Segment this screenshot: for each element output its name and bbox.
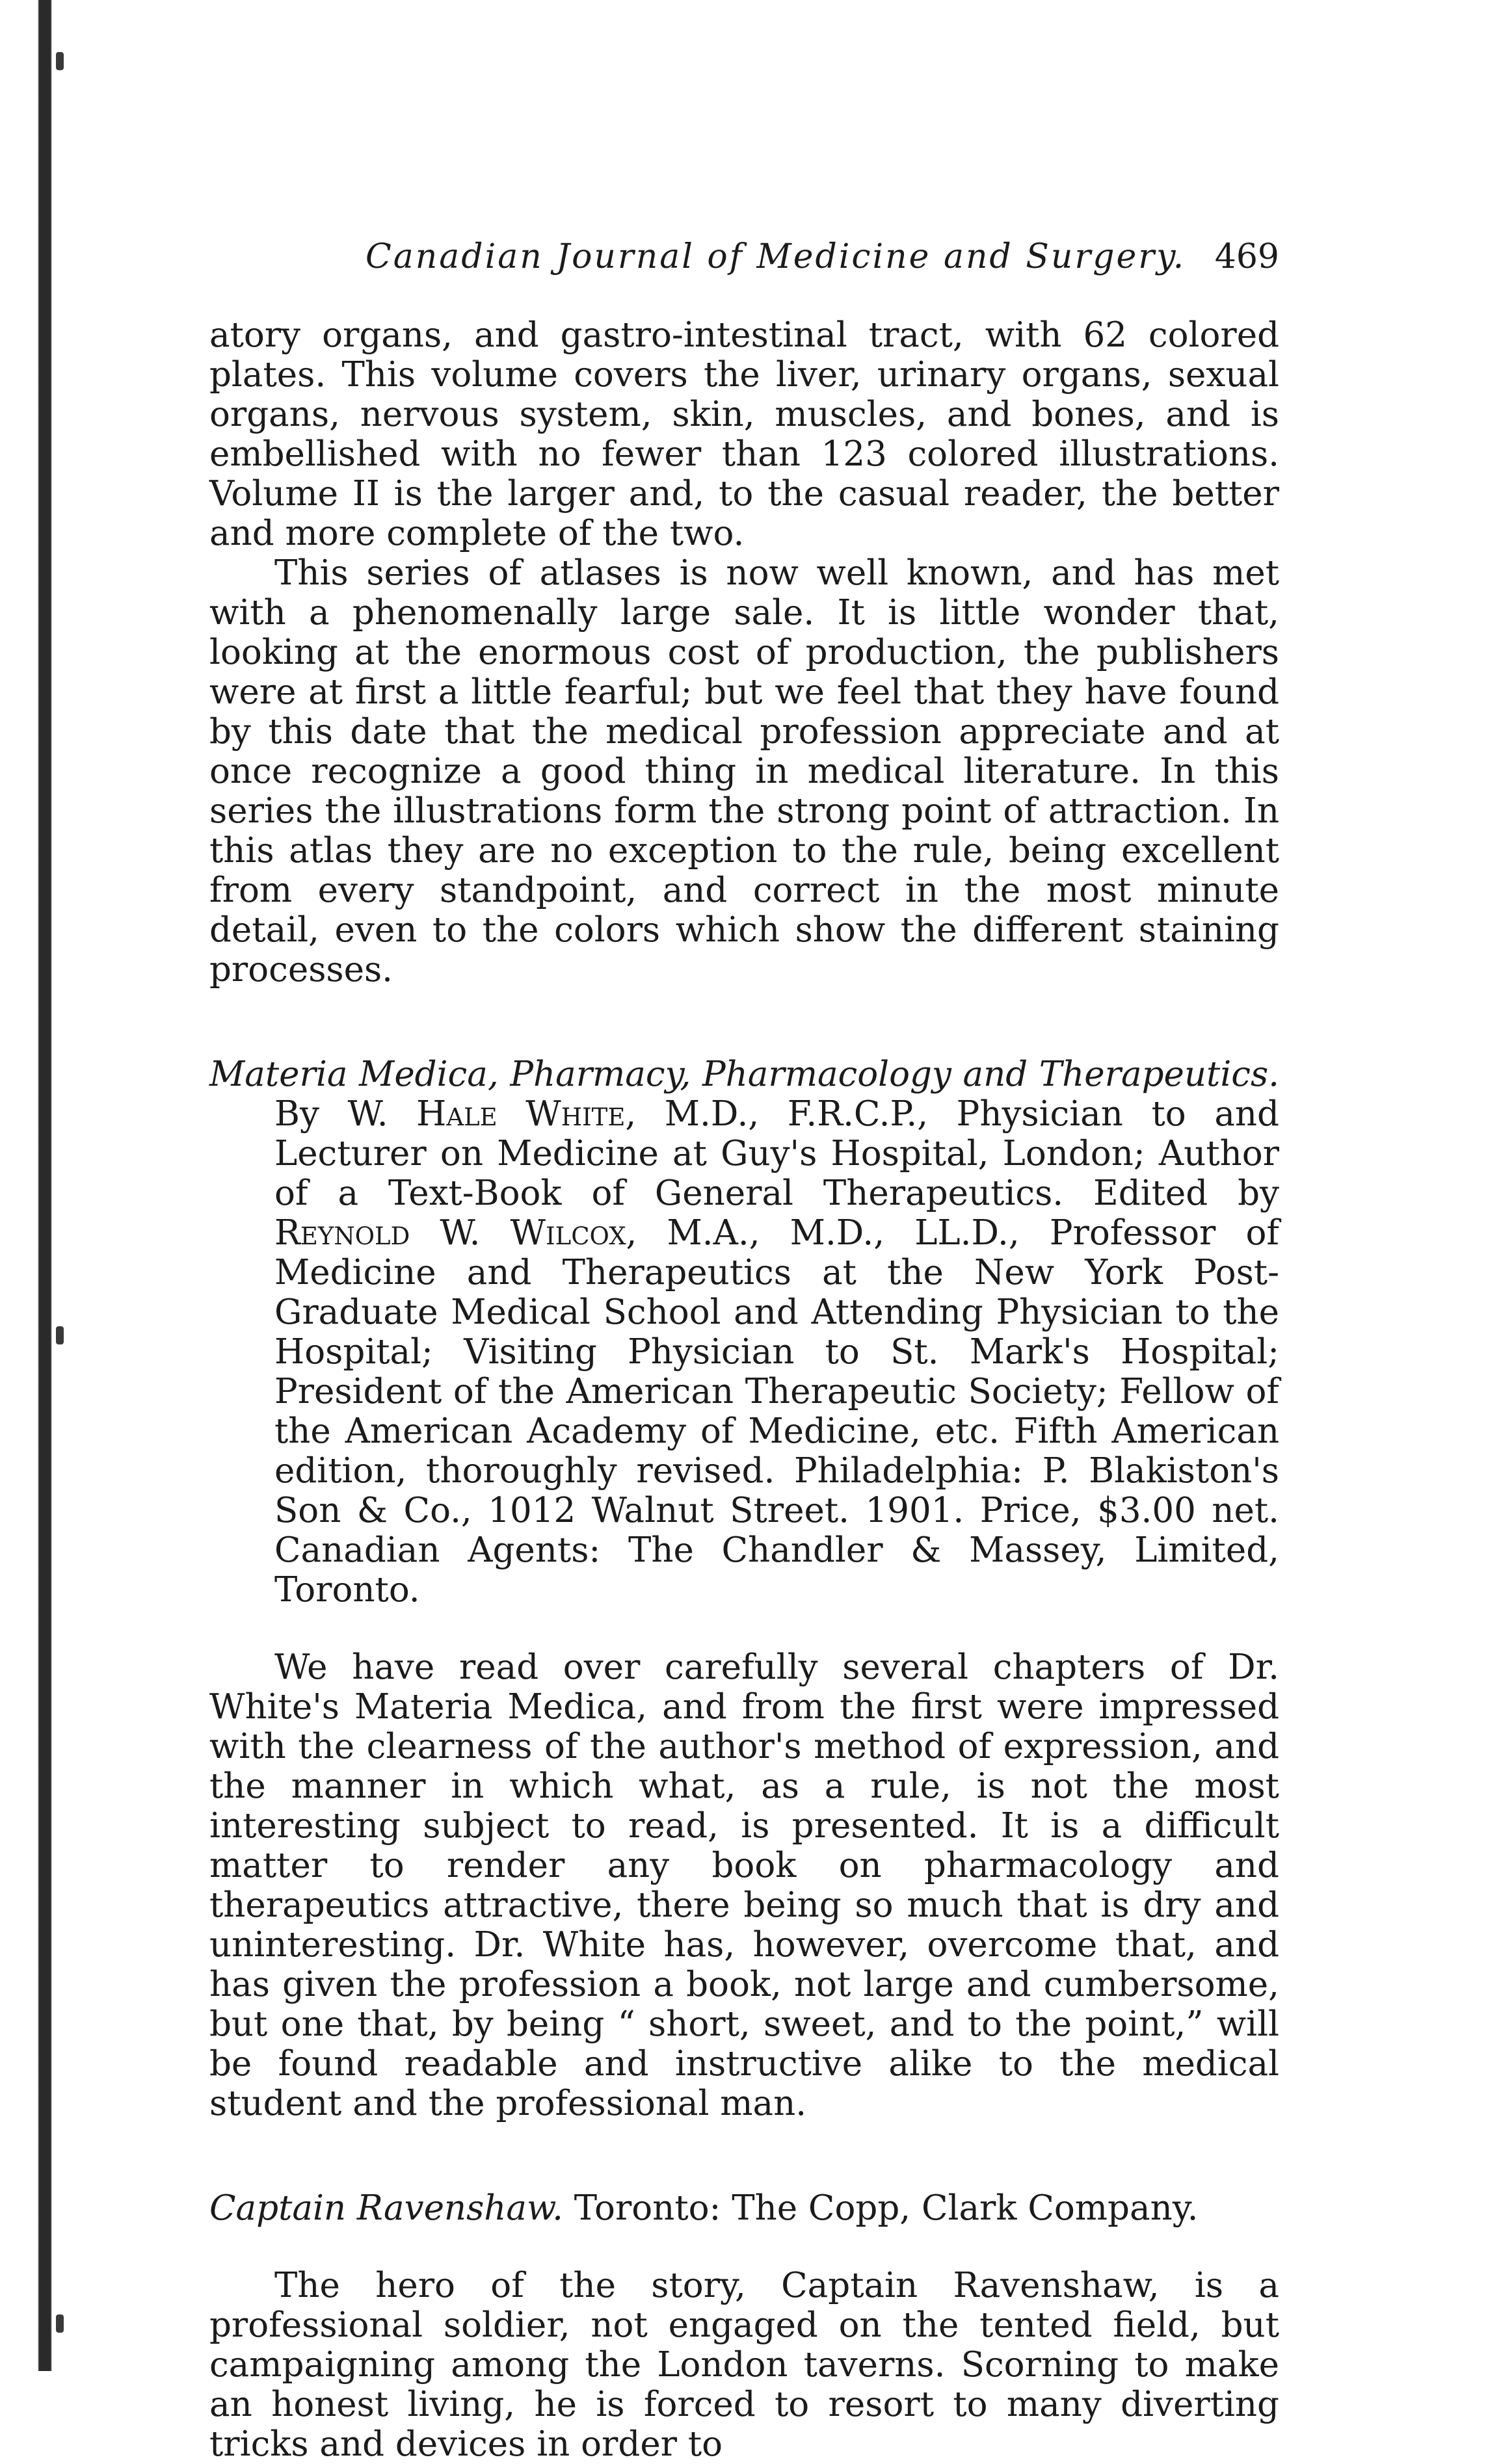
scan-mark bbox=[56, 52, 64, 70]
review-text-captain-ravenshaw: The hero of the story, Captain Ravenshaw, is a professional soldier, not engaged on the tented field, but campaigning among the London taverns. Scorning to make an honest living, he is forced to resort to many diverting tricks and devices in order to bbox=[209, 2266, 1279, 2464]
page-binding-edge bbox=[0, 0, 62, 2371]
paragraph-atlas-series: This series of atlases is now well known, and has met with a phenomenally large sale. It is little wonder that, looking at the enormous cost of production, the publishers were at first a little fearful; but we feel that they have found by this date that the medical profession appreciate and at once recognize a good thing in medical literature. In this series the illustrations form the strong point of attraction. In this atlas they are no exception to the rule, being excellent from every standpoint, and correct in the most minute detail, even to the colors which show the different staining processes. bbox=[209, 553, 1279, 990]
author-details: , M.D., F.R.C.P., Physician to and Lecturer on Medicine at Guy's Hospital, London; Author of a Text-Book of General Therapeutics. Edited by bbox=[274, 1094, 1279, 1213]
journal-page bbox=[209, 237, 1279, 2464]
running-head bbox=[209, 237, 1279, 315]
scan-mark bbox=[56, 1326, 64, 1344]
book-title: Materia Medica, Pharmacy, Pharmacology and Therapeutics. bbox=[209, 1055, 1279, 1094]
review-text-materia-medica: We have read over carefully several chapters of Dr. White's Materia Medica, and from the first were impressed with the clearness of the author's method of expression, and the manner in which what, as a rule, is not the most interesting subject to read, is presented. It is a difficult matter to render any book on pharmacology and therapeutics attractive, there being so much that is dry and uninteresting. Dr. White has, however, overcome that, and has given the profession a book, not large and cumbersome, but one that, by being “ short, sweet, and to the point,” will be found readable and instructive alike to the medical student and the professional man. bbox=[209, 1647, 1279, 2123]
editor-details: , M.A., M.D., LL.D., Professor of Medicine and Therapeutics at the New York Post-Graduate Medical School and Attending Physician to the Hospital; Visiting Physician to St. Mark's Hospital; President of the American Therapeutic Society; Fellow of the American Academy of Medicine, etc. Fifth American edition, thoroughly revised. Philadelphia: P. Blakiston's Son & Co., 1012 Walnut Street. 1901. Price, $3.00 net. Canadian Agents: The Chandler & Massey, Limited, Toronto. bbox=[274, 1213, 1280, 1610]
paragraph-continuation: atory organs, and gastro-intestinal tract, with 62 colored plates. This volume covers the liver, urinary organs, sexual organs, nervous system, skin, muscles, and bones, and is embellished with no fewer than 123 colored illustrations. Volume II is the larger and, to the casual reader, the better and more complete of the two. bbox=[209, 315, 1279, 553]
book-title: Captain Ravenshaw. bbox=[209, 2188, 563, 2228]
review-entry-materia-medica bbox=[209, 1055, 1279, 1610]
running-title: Canadian Journal of Medicine and Surgery. bbox=[365, 237, 1186, 276]
editor-name: Reynold W. Wilcox bbox=[274, 1213, 626, 1253]
publisher-info: Toronto: The Copp, Clark Company. bbox=[574, 2188, 1199, 2228]
review-entry-captain-ravenshaw bbox=[209, 2188, 1279, 2228]
scan-mark bbox=[56, 2314, 64, 2333]
author-name: W. Hale White bbox=[347, 1094, 626, 1134]
page-number: 469 bbox=[1214, 237, 1279, 276]
by-label: By bbox=[274, 1094, 319, 1134]
